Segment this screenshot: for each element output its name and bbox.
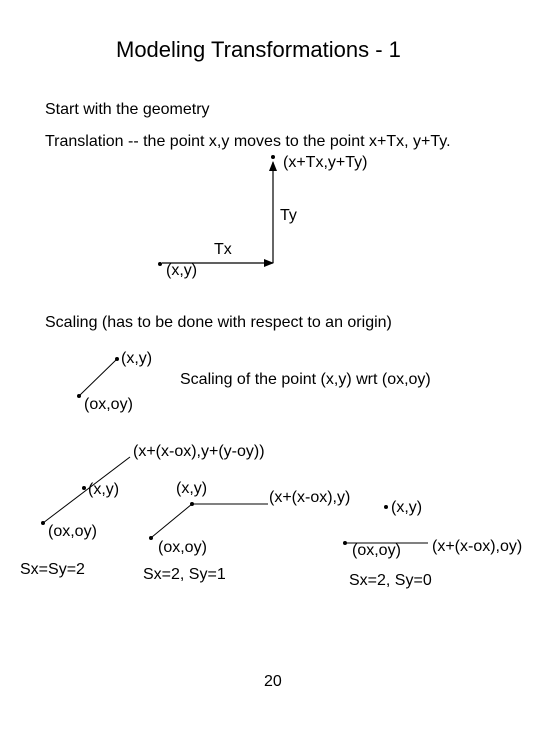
translation-label-moved: (x+Tx,y+Ty) xyxy=(283,154,368,171)
ex2-label-origin: (ox,oy) xyxy=(158,539,207,556)
translation-label-point: (x,y) xyxy=(166,262,198,279)
base-segment xyxy=(80,359,117,395)
ex3-origin-dot xyxy=(343,541,347,545)
ex3-caption: Sx=2, Sy=0 xyxy=(349,572,432,589)
intro-text: Start with the geometry xyxy=(45,101,210,118)
ex3-label-result: (x+(x-ox),oy) xyxy=(432,538,523,555)
ex1-caption: Sx=Sy=2 xyxy=(20,561,85,578)
ex2-caption: Sx=2, Sy=1 xyxy=(143,566,226,583)
translation-end-point xyxy=(271,155,275,159)
base-origin-dot xyxy=(77,394,81,398)
base-point-dot xyxy=(115,357,119,361)
base-label-point: (x,y) xyxy=(121,350,153,367)
ex1-label-point: (x,y) xyxy=(88,481,120,498)
scaling-description: Scaling of the point (x,y) wrt (ox,oy) xyxy=(180,371,431,388)
translation-heading: Translation -- the point x,y moves to the point x+Tx, y+Ty. xyxy=(45,133,451,150)
ex1-label-result: (x+(x-ox),y+(y-oy)) xyxy=(133,443,265,460)
ex3-label-origin: (ox,oy) xyxy=(352,542,401,559)
page-number: 20 xyxy=(264,673,282,690)
ex1-origin-dot xyxy=(41,521,45,525)
scaling-heading: Scaling (has to be done with respect to an origin) xyxy=(45,314,392,331)
ex1-label-origin: (ox,oy) xyxy=(48,523,97,540)
ex2-diagonal xyxy=(152,504,192,537)
ex2-label-result: (x+(x-ox),y) xyxy=(269,489,351,506)
base-label-origin: (ox,oy) xyxy=(84,396,133,413)
ex1-point-dot xyxy=(82,486,86,490)
ex2-label-point: (x,y) xyxy=(176,480,208,497)
translation-start-point xyxy=(158,262,162,266)
ex3-point-dot xyxy=(384,505,388,509)
ex2-origin-dot xyxy=(149,536,153,540)
ex2-point-dot xyxy=(190,502,194,506)
ex3-label-point: (x,y) xyxy=(391,499,423,516)
slide-title: Modeling Transformations - 1 xyxy=(116,37,401,62)
translation-label-ty: Ty xyxy=(280,207,297,224)
translation-label-tx: Tx xyxy=(214,241,232,258)
